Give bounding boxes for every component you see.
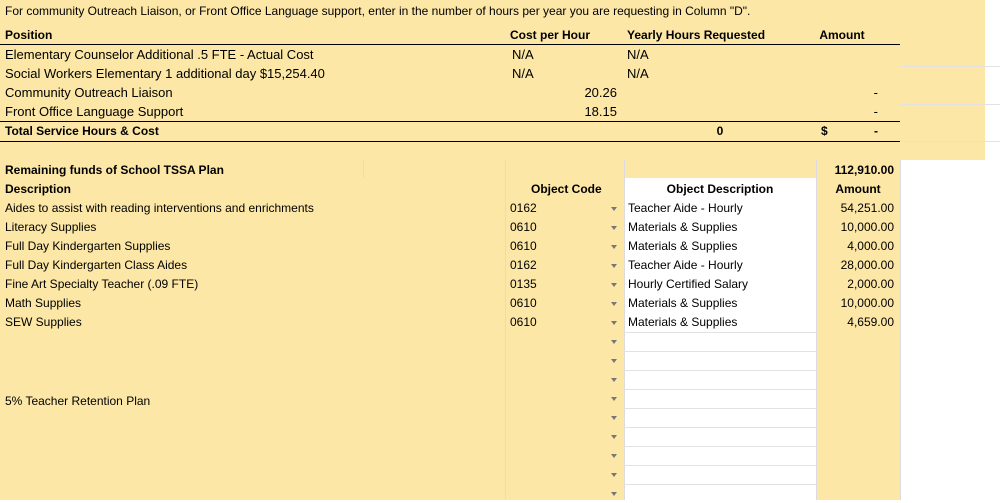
- total-row: [0, 122, 1000, 141]
- section2-header-row: [0, 180, 1000, 199]
- table-row: [0, 45, 1000, 64]
- amount-cell[interactable]: 28,000.00: [840, 258, 894, 272]
- amount-cell[interactable]: 10,000.00: [840, 296, 894, 310]
- position-cell[interactable]: Elementary Counselor Additional .5 FTE - Actual Cost: [5, 47, 314, 62]
- object-code-cell[interactable]: 0610: [510, 315, 537, 329]
- object-code-cell[interactable]: 0610: [510, 296, 537, 310]
- object-code-cell[interactable]: 0162: [510, 258, 537, 272]
- gridline: [624, 389, 816, 390]
- chevron-down-icon[interactable]: [609, 427, 619, 446]
- cost-cell[interactable]: N/A: [512, 47, 534, 62]
- chevron-down-icon[interactable]: [609, 351, 619, 370]
- gridline: [624, 465, 816, 466]
- table-row: [0, 64, 1000, 83]
- header-yearly-hours[interactable]: Yearly Hours Requested: [627, 28, 766, 42]
- gridline: [624, 351, 816, 352]
- object-description-cell[interactable]: Materials & Supplies: [628, 315, 738, 329]
- table-row: [0, 237, 1000, 256]
- gridline: [624, 370, 816, 371]
- description-cell[interactable]: Literacy Supplies: [5, 220, 97, 234]
- header-amount-2[interactable]: Amount: [835, 182, 881, 196]
- description-cell[interactable]: Full Day Kindergarten Supplies: [5, 239, 171, 253]
- object-description-cell[interactable]: Teacher Aide - Hourly: [628, 201, 743, 215]
- retention-row: [0, 392, 1000, 411]
- table-row: [0, 199, 1000, 218]
- object-description-cell[interactable]: Teacher Aide - Hourly: [628, 258, 743, 272]
- table-row: [0, 102, 1000, 121]
- amount-cell[interactable]: [800, 45, 878, 64]
- chevron-down-icon[interactable]: [609, 199, 619, 218]
- description-cell[interactable]: Aides to assist with reading interventions and enrichments: [5, 201, 314, 215]
- header-object-description[interactable]: Object Description: [666, 182, 774, 196]
- gridline: [624, 427, 816, 428]
- object-code-cell[interactable]: 0610: [510, 239, 537, 253]
- cost-cell[interactable]: 20.26: [584, 85, 617, 100]
- chevron-down-icon[interactable]: [609, 237, 619, 256]
- header-description[interactable]: Description: [5, 182, 72, 196]
- position-cell[interactable]: Front Office Language Support: [5, 104, 184, 119]
- table-row: [0, 294, 1000, 313]
- chevron-down-icon[interactable]: [609, 465, 619, 484]
- instructions-row: [0, 2, 1000, 21]
- chevron-down-icon[interactable]: [609, 370, 619, 389]
- table-row: [0, 256, 1000, 275]
- instructions-text[interactable]: For community Outreach Liaison, or Front Office Language support, enter in the number of hours per year you are requesting in Column "D".: [5, 4, 751, 18]
- chevron-down-icon[interactable]: [609, 256, 619, 275]
- chevron-down-icon[interactable]: [609, 218, 619, 237]
- amount-cell[interactable]: -: [873, 104, 878, 119]
- chevron-down-icon[interactable]: [609, 446, 619, 465]
- total-currency[interactable]: $: [821, 124, 828, 138]
- gridline: [624, 484, 816, 485]
- object-code-cell[interactable]: 0610: [510, 220, 537, 234]
- object-description-cell[interactable]: Hourly Certified Salary: [628, 277, 749, 291]
- description-cell[interactable]: Full Day Kindergarten Class Aides: [5, 258, 188, 272]
- remaining-funds-amount[interactable]: 112,910.00: [834, 163, 894, 177]
- description-cell[interactable]: SEW Supplies: [5, 315, 82, 329]
- object-code-cell[interactable]: 0135: [510, 277, 537, 291]
- gridline: [624, 446, 816, 447]
- amount-cell[interactable]: 4,659.00: [847, 315, 894, 329]
- total-amount[interactable]: -: [874, 124, 878, 138]
- hours-cell[interactable]: N/A: [627, 47, 649, 62]
- gridline: [624, 332, 816, 333]
- section2-title-row: [0, 161, 1000, 180]
- table-row: [0, 83, 1000, 102]
- object-code-cell[interactable]: 0162: [510, 201, 537, 215]
- amount-cell[interactable]: -: [873, 85, 878, 100]
- section1-header-row: [0, 26, 1000, 45]
- object-description-cell[interactable]: Materials & Supplies: [628, 220, 738, 234]
- chevron-down-icon[interactable]: [609, 294, 619, 313]
- table-row: [0, 218, 1000, 237]
- total-underline: [0, 141, 900, 142]
- description-cell[interactable]: Math Supplies: [5, 296, 82, 310]
- header-cost-per-hour[interactable]: Cost per Hour: [510, 28, 591, 42]
- object-description-cell[interactable]: Materials & Supplies: [628, 239, 738, 253]
- chevron-down-icon[interactable]: [609, 332, 619, 351]
- gridline: [900, 141, 1000, 142]
- header-object-code[interactable]: Object Code: [531, 182, 602, 196]
- header-amount[interactable]: Amount: [819, 28, 865, 42]
- cost-cell[interactable]: N/A: [512, 66, 534, 81]
- hours-cell[interactable]: [627, 83, 787, 102]
- amount-cell[interactable]: 4,000.00: [847, 239, 894, 253]
- description-cell[interactable]: Fine Art Specialty Teacher (.09 FTE): [5, 277, 199, 291]
- hours-cell[interactable]: [627, 102, 787, 121]
- remaining-funds-title[interactable]: Remaining funds of School TSSA Plan: [5, 163, 224, 177]
- object-description-cell[interactable]: Materials & Supplies: [628, 296, 738, 310]
- retention-label[interactable]: 5% Teacher Retention Plan: [5, 394, 151, 408]
- table-row: [0, 275, 1000, 294]
- header-position[interactable]: Position: [5, 28, 53, 42]
- cost-cell[interactable]: 18.15: [584, 104, 617, 119]
- position-cell[interactable]: Social Workers Elementary 1 additional day $15,254.40: [5, 66, 325, 81]
- amount-cell[interactable]: 54,251.00: [840, 201, 894, 215]
- chevron-down-icon[interactable]: [609, 275, 619, 294]
- amount-cell[interactable]: 10,000.00: [840, 220, 894, 234]
- total-hours[interactable]: 0: [716, 124, 724, 138]
- amount-cell[interactable]: 2,000.00: [847, 277, 894, 291]
- amount-cell[interactable]: [800, 64, 878, 83]
- position-cell[interactable]: Community Outreach Liaison: [5, 85, 173, 100]
- hours-cell[interactable]: N/A: [627, 66, 649, 81]
- table-row: [0, 313, 1000, 332]
- total-label[interactable]: Total Service Hours & Cost: [5, 124, 159, 138]
- chevron-down-icon[interactable]: [609, 313, 619, 332]
- chevron-down-icon[interactable]: [609, 484, 619, 503]
